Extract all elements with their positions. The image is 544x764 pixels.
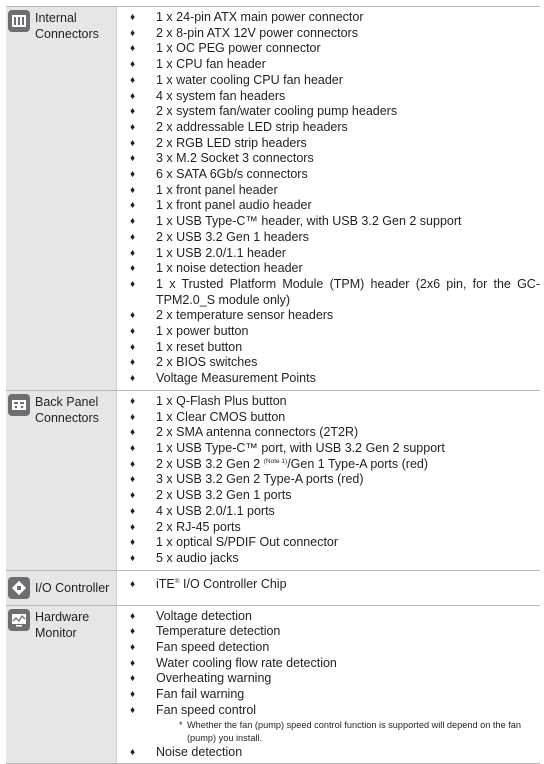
list-item: ♦ Fan speed control — [130, 702, 257, 717]
list-item: ♦ 1 x USB Type-C™ port, with USB 3.2 Gen 2 support — [130, 440, 445, 455]
list-item: ♦ 2 x temperature sensor headers — [130, 308, 334, 323]
list-item: ♦ 1 x power button — [130, 324, 249, 339]
list-item: ♦ 2 x USB 3.2 Gen 1 ports — [130, 488, 292, 503]
list-item: ♦ Voltage Measurement Points — [130, 371, 316, 386]
list-item: ♦ Voltage detection — [130, 608, 252, 623]
list-item: ♦ 2 x RJ-45 ports — [130, 519, 241, 534]
list-item: ♦ 2 x addressable LED strip headers — [130, 119, 348, 134]
io-controller-label-cell — [6, 571, 117, 605]
list-item: ♦ 1 x Clear CMOS button — [130, 409, 286, 424]
hardware-monitor-row — [6, 605, 540, 764]
list-item: ♦ 2 x system fan/water cooling pump headers — [130, 104, 398, 119]
back-panel-label: Back Panel Connectors — [35, 394, 99, 425]
list-item: ♦ 3 x USB 3.2 Gen 2 Type-A ports (red) — [130, 472, 364, 487]
internal-connectors-label: Internal Connectors — [35, 11, 99, 41]
list-item: ♦ Temperature detection — [130, 624, 281, 639]
list-item: ♦ 2 x BIOS switches — [130, 355, 258, 370]
spec-table — [6, 6, 540, 764]
list-item: ♦ 1 x 24-pin ATX main power connector — [130, 10, 364, 24]
list-item: ♦ Overheating warning — [130, 671, 272, 686]
back-panel-list — [117, 391, 540, 570]
hardware-monitor-icon — [8, 609, 30, 631]
list-item: ♦ Fan fail warning — [130, 687, 245, 702]
list-item: ♦ 5 x audio jacks — [130, 550, 239, 565]
list-item: ♦ 6 x SATA 6Gb/s connectors — [130, 167, 308, 182]
internal-connectors-row — [6, 6, 540, 390]
list-item: ♦ 1 x water cooling CPU fan header — [130, 72, 343, 87]
internal-connector-icon — [8, 10, 30, 32]
list-item: ♦ 2 x SMA antenna connectors (2T2R) — [130, 425, 359, 440]
back-panel-icon — [8, 394, 30, 416]
list-item: ♦ 4 x USB 2.0/1.1 ports — [130, 503, 275, 518]
list-item: ♦ 1 x optical S/PDIF Out connector — [130, 535, 339, 550]
hardware-monitor-label: Hardware Monitor — [35, 609, 90, 640]
hardware-monitor-list — [117, 606, 540, 764]
list-item: ♦ 2 x USB 3.2 Gen 2 $^{(Note 1)}$/Gen 1 Type-A ports (red) — [130, 456, 429, 471]
list-item: ♦ 1 x noise detection header — [130, 261, 303, 276]
io-controller-icon — [8, 577, 30, 599]
list-item: ♦ Water cooling flow rate detection — [130, 655, 337, 670]
list-item: ♦ 4 x system fan headers — [130, 88, 286, 103]
list-item: ♦ 2 x USB 3.2 Gen 1 headers — [130, 229, 309, 244]
list-item: ♦ 3 x M.2 Socket 3 connectors — [130, 151, 314, 166]
list-item: ♦ Fan speed detection — [130, 640, 270, 655]
internal-connectors-label-cell — [6, 7, 117, 390]
list-item: ♦ 1 x USB Type-C™ header, with USB 3.2 Gen 2 support — [130, 214, 462, 229]
io-controller-row — [6, 570, 540, 605]
list-item: ♦ 1 x front panel header — [130, 182, 278, 197]
io-controller-label: I/O Controller — [35, 580, 110, 595]
note-superscript: (Note 1) — [263, 457, 288, 465]
list-item: ♦ 2 x 8-pin ATX 12V power connectors — [130, 25, 358, 40]
list-item: ♦ 1 x USB 2.0/1.1 header — [130, 245, 286, 260]
io-controller-list — [117, 571, 540, 605]
hardware-monitor-label-cell — [6, 606, 117, 764]
internal-connectors-list — [117, 7, 540, 390]
back-panel-row — [6, 390, 540, 570]
list-item: ♦ 1 x Q-Flash Plus button — [130, 393, 287, 408]
fan-control-note: * Whether the fan (pump) speed control function is supported will depend on the fan (pump) you install. — [179, 719, 522, 743]
list-item: ♦ 1 x OC PEG power connector — [130, 41, 321, 56]
list-item: ♦ 1 x Trusted Platform Module (TPM) header (2x6 pin, for the GC-TPM2.0_S module only) — [130, 276, 540, 307]
list-item: ♦ 1 x reset button — [130, 339, 243, 354]
list-item: ♦ 1 x front panel audio header — [130, 198, 312, 213]
list-item: ♦ 1 x CPU fan header — [130, 57, 266, 72]
list-item: ♦ iTE® I/O Controller Chip — [130, 576, 287, 591]
list-item: ♦ Noise detection — [130, 744, 243, 759]
list-item: ♦ 2 x RGB LED strip headers — [130, 135, 307, 150]
back-panel-label-cell — [6, 391, 117, 570]
